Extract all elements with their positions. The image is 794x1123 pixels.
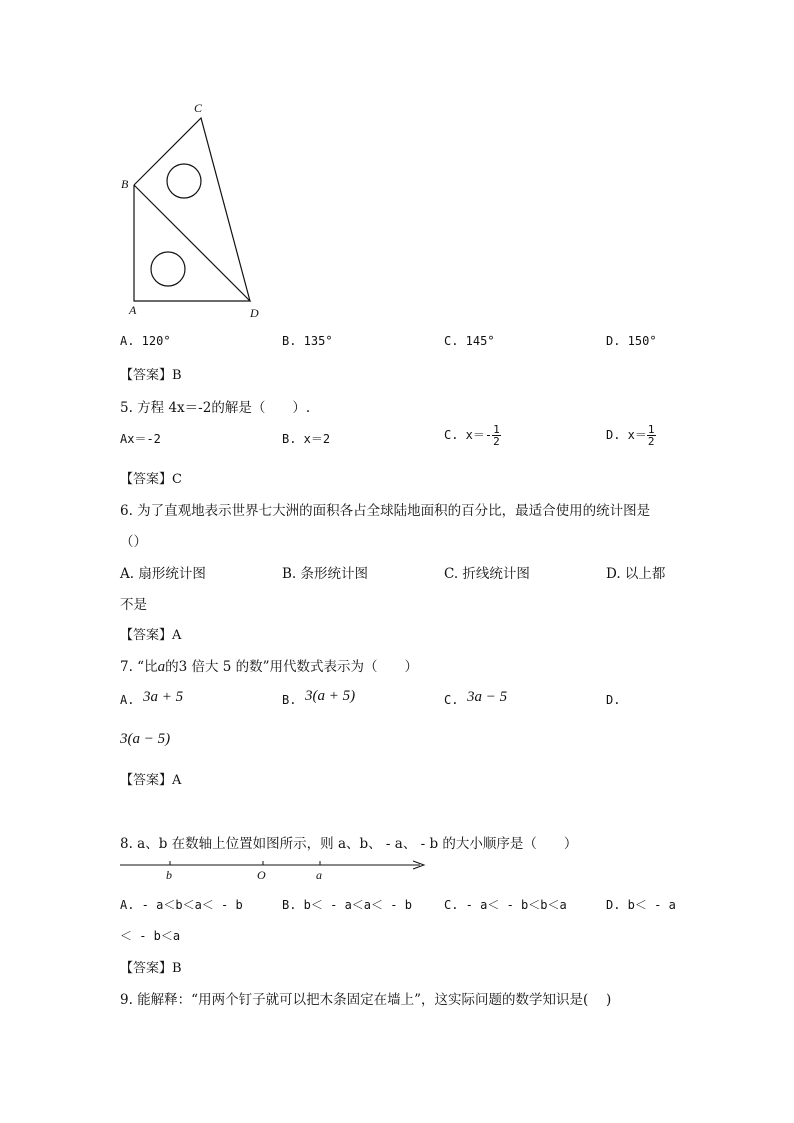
q4-option-a: A. 120°: [120, 334, 171, 348]
q5-option-a: Ax＝-2: [120, 432, 161, 446]
q4-option-d: D. 150°: [606, 334, 657, 348]
q7-option-c-expr: 3a − 5: [467, 689, 508, 705]
q8-stem: 8. a、b 在数轴上位置如图所示，则 a、b、 - a、 - b 的大小顺序是（ ）: [120, 836, 578, 852]
q7-option-b-expr: 3(a + 5): [305, 688, 356, 704]
fraction: [492, 424, 501, 447]
q6-option-d-continued: 不是: [120, 597, 147, 613]
fraction-denominator: 2: [493, 435, 500, 448]
q5-option-c: [444, 424, 501, 447]
number-line: [118, 856, 430, 886]
number-line-axis: [118, 856, 430, 876]
answer-value: A: [172, 773, 182, 788]
q5-answer: [120, 468, 182, 487]
answer-label: 【答案】: [120, 961, 173, 976]
q4-option-c: C. 145°: [444, 334, 495, 348]
fraction-numerator: 1: [647, 423, 655, 436]
q6-stem-line2: （）: [120, 534, 147, 550]
answer-value: B: [172, 961, 182, 976]
q5-option-d-prefix: D. x＝: [606, 428, 647, 442]
q8-answer: [120, 957, 182, 976]
answer-label: 【答案】: [120, 472, 173, 487]
q6-option-a: A. 扇形统计图: [120, 566, 206, 582]
q5-option-c-prefix: C. x＝-: [444, 428, 493, 442]
axis-label-b: b: [166, 868, 172, 882]
q4-option-b: B. 135°: [282, 334, 333, 348]
answer-label: 【答案】: [120, 773, 173, 788]
q8-option-d-continued: ＜ - b＜a: [120, 929, 181, 943]
fraction-denominator: 2: [647, 435, 655, 448]
q7-option-b-label: B.: [282, 693, 297, 707]
triangle-set-diagram: [110, 95, 280, 325]
q5-stem: 5. 方程 4x＝-2的解是（ ）.: [120, 400, 311, 416]
circle-hole-lower: [151, 252, 185, 286]
q9-stem: 9. 能解释：“用两个钉子就可以把木条固定在墙上”，这实际问题的数学知识是( ): [120, 992, 612, 1008]
q8-option-d: D. b＜ - a: [606, 898, 676, 912]
q8-option-b: B. b＜ - a＜a＜ - b: [282, 898, 412, 912]
answer-value: C: [172, 472, 182, 487]
q7-option-a-expr: 3a + 5: [143, 689, 184, 705]
triangle-abd: [134, 185, 250, 301]
point-label-d: D: [250, 306, 259, 320]
axis-label-a: a: [316, 868, 322, 882]
point-label-a: A: [129, 303, 137, 317]
q6-option-b: B. 条形统计图: [282, 566, 369, 582]
q8-option-c: C. - a＜ - b＜b＜a: [444, 898, 567, 912]
q7-option-d-expr: 3(a − 5): [120, 731, 171, 747]
q7-stem: [120, 655, 418, 676]
q5-option-d: [606, 424, 656, 447]
answer-label: 【答案】: [120, 368, 173, 383]
q7-stem-suffix: 的3 倍大 5 的数”用代数式表示为（ ）: [165, 659, 419, 675]
circle-hole-upper: [167, 164, 201, 198]
point-label-c: C: [194, 101, 203, 115]
q6-answer: [120, 624, 181, 643]
q6-option-c: C. 折线统计图: [444, 566, 530, 582]
q4-answer: [120, 364, 182, 383]
q8-option-a: A. - a＜b＜a＜ - b: [120, 898, 243, 912]
q6-option-d: D. 以上都: [606, 566, 666, 582]
q7-stem-prefix: 7. “比: [120, 659, 158, 675]
point-label-b: B: [121, 177, 129, 191]
axis-label-origin: O: [257, 868, 266, 882]
q4-figure: [110, 95, 280, 325]
q5-option-b: B. x＝2: [282, 432, 331, 446]
q7-option-a-label: A.: [120, 693, 135, 707]
answer-value: A: [172, 628, 182, 643]
q7-answer: [120, 769, 181, 788]
answer-value: B: [172, 368, 182, 383]
q7-stem-variable: a: [157, 659, 166, 675]
fraction-numerator: 1: [493, 423, 500, 436]
q7-option-d-label: D.: [606, 693, 621, 707]
q7-option-c-label: C.: [444, 693, 459, 707]
fraction: [647, 424, 656, 447]
q6-stem-line1: 6. 为了直观地表示世界七大洲的面积各占全球陆地面积的百分比，最适合使用的统计图是: [120, 503, 651, 519]
answer-label: 【答案】: [120, 628, 173, 643]
